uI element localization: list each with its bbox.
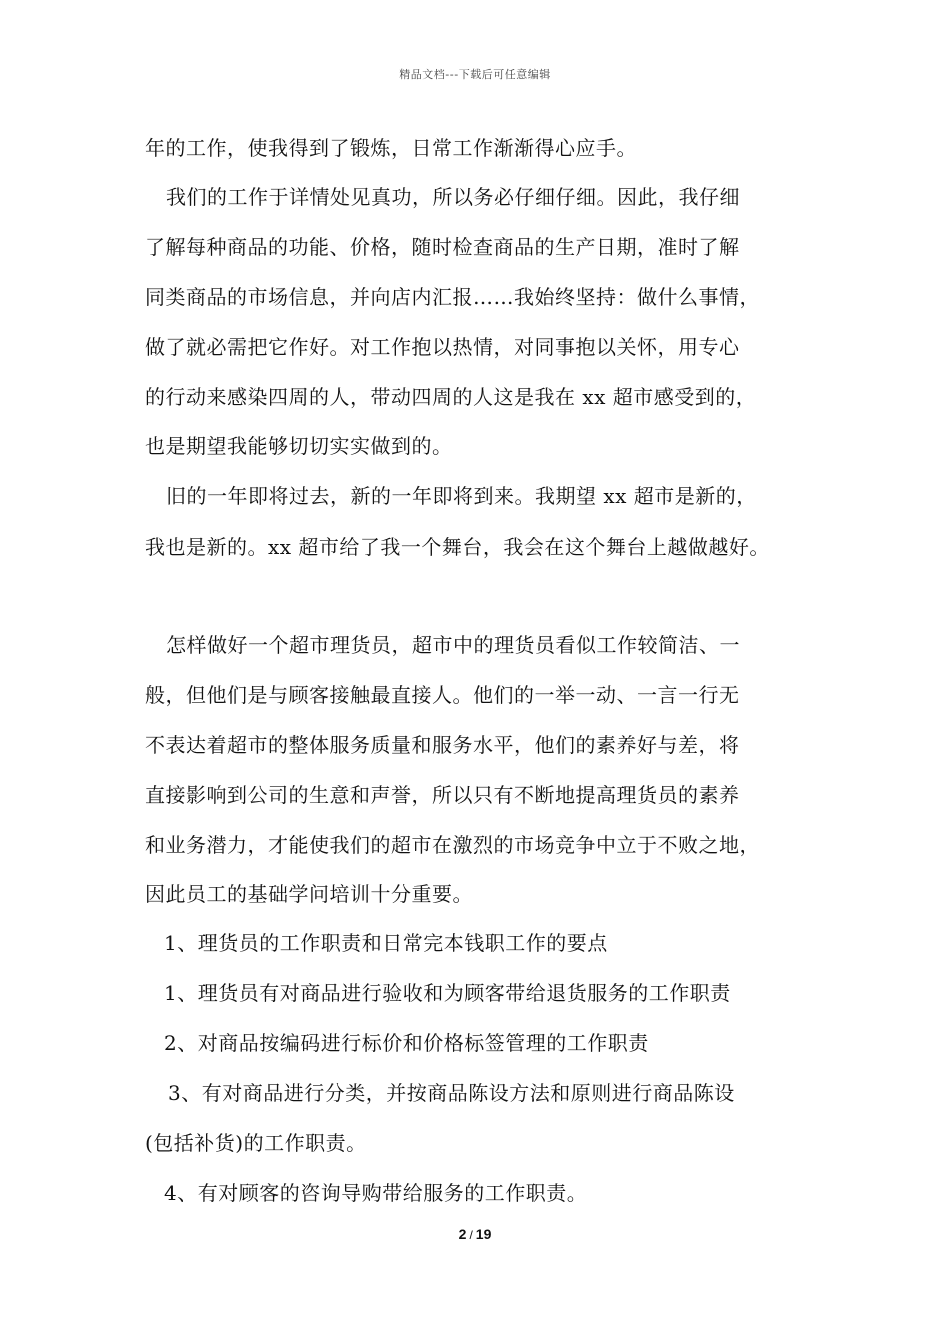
list-item: 3、有对商品进行分类，并按商品陈设方法和原则进行商品陈设	[168, 1081, 735, 1105]
document-header: 精品文档---下载后可任意编辑	[399, 68, 551, 81]
body-line: 做了就必需把它作好。对工作抱以热情，对同事抱以关怀，用专心	[145, 335, 740, 359]
body-line: 我也是新的。xx 超市给了我一个舞台，我会在这个舞台上越做越好。	[145, 535, 770, 559]
page-number	[0, 1226, 950, 1242]
list-item: 2、对商品按编码进行标价和价格标签管理的工作职责	[164, 1031, 649, 1055]
list-item: 1、理货员有对商品进行验收和为顾客带给退货服务的工作职责	[164, 981, 731, 1005]
current-page: 2	[458, 1226, 467, 1242]
body-line: 怎样做好一个超市理货员，超市中的理货员看似工作较简洁、一	[166, 633, 740, 657]
body-line: 了解每种商品的功能、价格，随时检查商品的生产日期，准时了解	[145, 235, 740, 259]
body-line: 我们的工作于详情处见真功，所以务必仔细仔细。因此，我仔细	[166, 185, 740, 209]
page-separator: /	[469, 1228, 473, 1242]
list-item: 1、理货员的工作职责和日常完本钱职工作的要点	[164, 931, 608, 955]
list-item: (包括补货)的工作职责。	[145, 1131, 367, 1155]
list-item: 4、有对顾客的咨询导购带给服务的工作职责。	[164, 1181, 588, 1205]
body-line: 不表达着超市的整体服务质量和服务水平，他们的素养好与差，将	[145, 733, 740, 757]
body-line: 旧的一年即将过去，新的一年即将到来。我期望 xx 超市是新的，	[166, 484, 757, 508]
total-pages: 19	[475, 1226, 492, 1242]
body-line: 同类商品的市场信息，并向店内汇报……我始终坚持：做什么事情，	[145, 285, 760, 309]
body-line: 的行动来感染四周的人，带动四周的人这是我在 xx 超市感受到的，	[145, 385, 757, 409]
body-line: 也是期望我能够切切实实做到的。	[145, 434, 453, 458]
body-line: 般，但他们是与顾客接触最直接人。他们的一举一动、一言一行无	[145, 683, 740, 707]
body-line: 和业务潜力，才能使我们的超市在激烈的市场竞争中立于不败之地，	[145, 833, 760, 857]
body-line: 因此员工的基础学问培训十分重要。	[145, 882, 473, 906]
body-line: 年的工作，使我得到了锻炼，日常工作渐渐得心应手。	[145, 136, 637, 160]
body-line: 直接影响到公司的生意和声誉，所以只有不断地提高理货员的素养	[145, 783, 740, 807]
